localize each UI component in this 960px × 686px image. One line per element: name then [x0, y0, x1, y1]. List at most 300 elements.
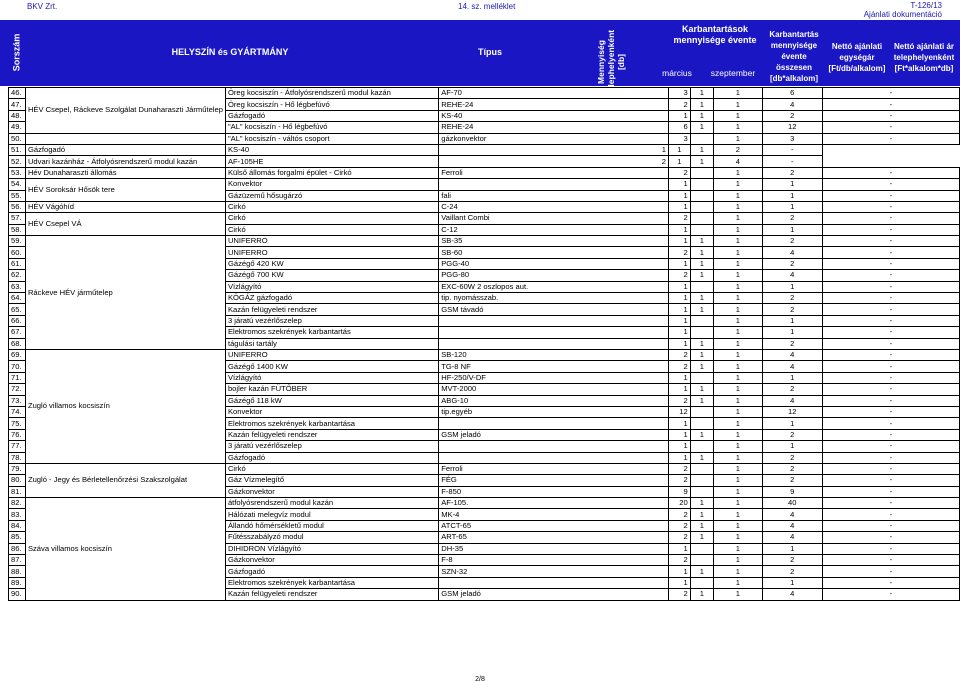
- september-cell: 1: [714, 304, 763, 315]
- header-karb-mennyiseg: Karbantartás mennyisége évente összesen [db*alkalom]: [769, 30, 819, 83]
- type-cell: C-12: [439, 224, 669, 235]
- item-cell: UNIFERRO: [225, 247, 438, 258]
- total-cell: 2: [762, 338, 822, 349]
- item-cell: Elektromos szekrények karbantartása: [225, 418, 438, 429]
- row-number: 47.: [9, 99, 26, 110]
- total-cell: 4: [762, 509, 822, 520]
- total-cell: 1: [762, 327, 822, 338]
- march-cell: [690, 201, 713, 212]
- september-cell: 1: [714, 486, 763, 497]
- header-mennyiseg: Mennyiség telephelyenként [db]: [596, 29, 626, 95]
- total-cell: 1: [762, 441, 822, 452]
- row-number: 83.: [9, 509, 26, 520]
- type-cell: MVT-2000: [439, 384, 669, 395]
- header-sorszam: Sorszám: [11, 33, 22, 72]
- type-cell: SZN-32: [439, 566, 669, 577]
- march-cell: 1: [690, 304, 713, 315]
- item-cell: Gáz Vízmelegítő: [225, 475, 438, 486]
- total-cell: 2: [762, 566, 822, 577]
- row-number: 85.: [9, 532, 26, 543]
- doc-code: T-126/13 Ajánlati dokumentáció: [863, 1, 942, 19]
- row-number: 64.: [9, 293, 26, 304]
- type-cell: DH-35: [439, 543, 669, 554]
- row-number: 62.: [9, 270, 26, 281]
- quantity-cell: 1: [668, 293, 690, 304]
- price-cell: -: [822, 395, 959, 406]
- total-cell: 1: [762, 179, 822, 190]
- type-cell: [439, 327, 669, 338]
- september-cell: 1: [714, 566, 763, 577]
- type-cell: ART-65: [439, 532, 669, 543]
- price-cell: -: [822, 179, 959, 190]
- row-number: 58.: [9, 224, 26, 235]
- september-cell: 1: [714, 167, 763, 178]
- item-cell: bojler kazán FÜTŐBER: [225, 384, 438, 395]
- total-cell: 1: [762, 418, 822, 429]
- september-cell: 1: [714, 224, 763, 235]
- type-cell: AF-105HE: [225, 156, 438, 167]
- table-row: [9, 144, 960, 155]
- march-cell: [690, 190, 713, 201]
- type-cell: AF-70: [439, 88, 669, 99]
- september-cell: 1: [714, 349, 763, 360]
- march-cell: 1: [690, 498, 713, 509]
- price-cell: -: [822, 486, 959, 497]
- march-cell: 1: [690, 349, 713, 360]
- total-cell: 2: [762, 213, 822, 224]
- march-cell: 1: [690, 509, 713, 520]
- item-cell: Cirkó: [225, 201, 438, 212]
- item-cell: Gázégő 1400 KW: [225, 361, 438, 372]
- row-number: 79.: [9, 463, 26, 474]
- total-cell: 12: [762, 406, 822, 417]
- price-cell: -: [822, 509, 959, 520]
- quantity-cell: 2: [668, 463, 690, 474]
- type-cell: ABG-10: [439, 395, 669, 406]
- september-cell: 1: [714, 190, 763, 201]
- row-number: 75.: [9, 418, 26, 429]
- row-number: 69.: [9, 349, 26, 360]
- price-cell: -: [822, 452, 959, 463]
- type-cell: tip.egyéb: [439, 406, 669, 417]
- quantity-cell: 2: [668, 349, 690, 360]
- quantity-cell: 2: [668, 395, 690, 406]
- march-cell: [690, 281, 713, 292]
- table-row: [9, 201, 960, 212]
- total-cell: 9: [762, 486, 822, 497]
- location-cell: HÉV Vágóhíd: [25, 201, 225, 212]
- total-cell: 4: [762, 520, 822, 531]
- item-cell: Konvektor: [225, 406, 438, 417]
- total-cell: 2: [762, 167, 822, 178]
- quantity-cell: 1: [668, 258, 690, 269]
- total-cell: 4: [714, 156, 763, 167]
- march-cell: [690, 327, 713, 338]
- september-cell: 1: [714, 179, 763, 190]
- quantity-cell: 2: [668, 247, 690, 258]
- total-cell: 2: [762, 304, 822, 315]
- item-cell: "AL" kocsiszín - Hő légbefúvó: [225, 122, 438, 133]
- quantity-cell: 1: [668, 577, 690, 588]
- item-cell: 3 járatú vezérlőszelep: [225, 441, 438, 452]
- row-number: 72.: [9, 384, 26, 395]
- table-row: [9, 236, 960, 247]
- quantity-cell: 3: [668, 133, 690, 144]
- total-cell: 2: [762, 384, 822, 395]
- type-cell: Ferroli: [439, 167, 669, 178]
- september-cell: 1: [714, 520, 763, 531]
- price-cell: -: [822, 99, 959, 110]
- type-cell: GSM jeladó: [439, 589, 669, 600]
- quantity-cell: 1: [668, 236, 690, 247]
- price-cell: -: [822, 406, 959, 417]
- total-cell: 2: [762, 475, 822, 486]
- total-cell: 6: [762, 88, 822, 99]
- type-cell: PGG-80: [439, 270, 669, 281]
- march-cell: 1: [690, 122, 713, 133]
- top-bar: [0, 0, 960, 20]
- total-cell: 2: [762, 236, 822, 247]
- row-number: 61.: [9, 258, 26, 269]
- price-cell: -: [822, 361, 959, 372]
- row-number: 54.: [9, 179, 26, 190]
- location-cell: HÉV Soroksár Hősök tere: [25, 179, 225, 202]
- march-cell: [690, 418, 713, 429]
- price-cell: -: [822, 270, 959, 281]
- quantity-cell: 12: [668, 406, 690, 417]
- september-cell: 1: [714, 543, 763, 554]
- price-cell: -: [822, 133, 959, 144]
- quantity-cell: 2: [668, 475, 690, 486]
- september-cell: 1: [714, 99, 763, 110]
- item-cell: Gázfogadó: [25, 144, 225, 155]
- item-cell: átfolyósrendszerű modul kazán: [225, 498, 438, 509]
- total-cell: 12: [762, 122, 822, 133]
- row-number: 60.: [9, 247, 26, 258]
- march-cell: [690, 406, 713, 417]
- quantity-cell: 6: [668, 122, 690, 133]
- row-number: 81.: [9, 486, 26, 497]
- header-szeptember: szeptember: [710, 68, 756, 78]
- quantity-cell: 1: [668, 566, 690, 577]
- type-cell: [439, 418, 669, 429]
- march-cell: 1: [690, 589, 713, 600]
- september-cell: 1: [714, 201, 763, 212]
- type-cell: ATCT-65: [439, 520, 669, 531]
- september-cell: 1: [714, 293, 763, 304]
- type-cell: F-8: [439, 555, 669, 566]
- header-tipus: Típus: [478, 47, 502, 57]
- price-cell: -: [822, 258, 959, 269]
- quantity-cell: 9: [668, 486, 690, 497]
- quantity-cell: 1: [439, 144, 669, 155]
- march-cell: 1: [690, 270, 713, 281]
- march-cell: [690, 315, 713, 326]
- quantity-cell: 1: [668, 338, 690, 349]
- total-cell: 1: [762, 190, 822, 201]
- september-cell: 1: [690, 156, 713, 167]
- september-cell: 1: [714, 452, 763, 463]
- item-cell: Elektromos szekrények karbantartása: [225, 577, 438, 588]
- item-cell: UNIFERRO: [225, 349, 438, 360]
- item-cell: Hálózati melegvíz modul: [225, 509, 438, 520]
- location-cell: HÉV Csepel, Ráckeve Szolgálat Dunaharaszti Járműtelep: [25, 88, 225, 134]
- table-row: [9, 88, 960, 99]
- total-cell: 4: [762, 589, 822, 600]
- table-row: [9, 498, 960, 509]
- location-cell: Hév Dunaharaszti állomás: [25, 167, 225, 178]
- quantity-cell: 20: [668, 498, 690, 509]
- item-cell: Cirkó: [225, 224, 438, 235]
- september-cell: 1: [714, 133, 763, 144]
- row-number: 52.: [9, 156, 26, 167]
- price-cell: -: [822, 543, 959, 554]
- item-cell: Öreg kocsiszín - Hő légbefúvó: [225, 99, 438, 110]
- header-netto-egysegar: Nettó ajánlati egységár [Ft/db/alkalom]: [828, 42, 886, 73]
- september-cell: 1: [714, 429, 763, 440]
- price-cell: -: [822, 498, 959, 509]
- item-cell: DIHIDRON Vízlágyító: [225, 543, 438, 554]
- total-cell: 4: [762, 270, 822, 281]
- type-cell: [439, 179, 669, 190]
- price-cell: -: [822, 429, 959, 440]
- march-cell: [690, 555, 713, 566]
- row-number: 50.: [9, 133, 26, 144]
- item-cell: tágulási tartály: [225, 338, 438, 349]
- quantity-cell: 1: [668, 441, 690, 452]
- march-cell: [690, 179, 713, 190]
- quantity-cell: 1: [668, 179, 690, 190]
- quantity-cell: 1: [668, 201, 690, 212]
- september-cell: 1: [714, 418, 763, 429]
- quantity-cell: 1: [668, 452, 690, 463]
- type-cell: HF-250/V-DF: [439, 372, 669, 383]
- header-helyszin: HELYSZÍN és GYÁRTMÁNY: [171, 47, 289, 57]
- item-cell: Gázégő 700 KW: [225, 270, 438, 281]
- type-cell: F-850: [439, 486, 669, 497]
- company-name: BKV Zrt.: [27, 2, 58, 11]
- row-number: 74.: [9, 406, 26, 417]
- september-cell: 1: [714, 395, 763, 406]
- item-cell: Udvari kazánház - Átfolyósrendszerű modul kazán: [25, 156, 225, 167]
- march-cell: [690, 486, 713, 497]
- type-cell: C-24: [439, 201, 669, 212]
- price-cell: -: [822, 213, 959, 224]
- quantity-cell: 1: [668, 110, 690, 121]
- price-cell: -: [822, 463, 959, 474]
- type-cell: MK-4: [439, 509, 669, 520]
- september-cell: 1: [714, 236, 763, 247]
- item-cell: Állandó hőmérsékletű modul: [225, 520, 438, 531]
- item-cell: Gázégő 420 KW: [225, 258, 438, 269]
- price-cell: -: [822, 247, 959, 258]
- september-cell: 1: [714, 258, 763, 269]
- price-cell: -: [822, 520, 959, 531]
- attachment-label: 14. sz. melléklet: [458, 2, 516, 11]
- row-number: 66.: [9, 315, 26, 326]
- quantity-cell: 2: [668, 589, 690, 600]
- table-row: [9, 463, 960, 474]
- table-row: [9, 349, 960, 360]
- type-cell: Ferroli: [439, 463, 669, 474]
- row-number: 48.: [9, 110, 26, 121]
- header-marcius: március: [662, 68, 692, 78]
- september-cell: 1: [714, 406, 763, 417]
- price-cell: -: [822, 122, 959, 133]
- row-number: 73.: [9, 395, 26, 406]
- september-cell: 1: [714, 281, 763, 292]
- row-number: 76.: [9, 429, 26, 440]
- row-number: 57.: [9, 213, 26, 224]
- row-number: 46.: [9, 88, 26, 99]
- total-cell: 4: [762, 395, 822, 406]
- march-cell: 1: [690, 532, 713, 543]
- item-cell: Kazán felügyeleti rendszer: [225, 429, 438, 440]
- type-cell: [439, 441, 669, 452]
- row-number: 56.: [9, 201, 26, 212]
- price-cell: -: [822, 190, 959, 201]
- type-cell: gázkonvektor: [439, 133, 669, 144]
- march-cell: [690, 441, 713, 452]
- price-cell: -: [822, 201, 959, 212]
- row-number: 80.: [9, 475, 26, 486]
- march-cell: 1: [690, 110, 713, 121]
- item-cell: KÖGÁZ gázfogadó: [225, 293, 438, 304]
- item-cell: Kazán felügyeleti rendszer: [225, 304, 438, 315]
- type-cell: [439, 452, 669, 463]
- quantity-cell: 1: [668, 224, 690, 235]
- total-cell: 40: [762, 498, 822, 509]
- quantity-cell: 2: [668, 520, 690, 531]
- item-cell: Gázfogadó: [225, 110, 438, 121]
- march-cell: 1: [690, 258, 713, 269]
- quantity-cell: 2: [668, 270, 690, 281]
- item-cell: Gázfogadó: [225, 452, 438, 463]
- row-number: 68.: [9, 338, 26, 349]
- march-cell: [690, 167, 713, 178]
- price-cell: -: [822, 475, 959, 486]
- march-cell: [690, 475, 713, 486]
- price-cell: -: [822, 293, 959, 304]
- september-cell: 1: [714, 532, 763, 543]
- september-cell: 1: [714, 327, 763, 338]
- price-cell: -: [822, 304, 959, 315]
- total-cell: 1: [762, 281, 822, 292]
- price-cell: -: [822, 281, 959, 292]
- quantity-cell: 1: [668, 304, 690, 315]
- quantity-cell: 2: [668, 509, 690, 520]
- price-cell: -: [822, 555, 959, 566]
- type-cell: Vaillant Combi: [439, 213, 669, 224]
- row-number: 86.: [9, 543, 26, 554]
- type-cell: SB-60: [439, 247, 669, 258]
- price-cell: -: [822, 384, 959, 395]
- row-number: 71.: [9, 372, 26, 383]
- quantity-cell: 1: [668, 315, 690, 326]
- table-row: [9, 179, 960, 190]
- row-number: 82.: [9, 498, 26, 509]
- row-number: 65.: [9, 304, 26, 315]
- total-cell: 2: [762, 463, 822, 474]
- item-cell: Cirkó: [225, 463, 438, 474]
- september-cell: 1: [714, 441, 763, 452]
- quantity-cell: 1: [668, 327, 690, 338]
- september-cell: 1: [714, 247, 763, 258]
- type-cell: [439, 315, 669, 326]
- type-cell: KS-40: [225, 144, 438, 155]
- september-cell: 1: [714, 122, 763, 133]
- type-cell: AF-105.: [439, 498, 669, 509]
- september-cell: 1: [714, 270, 763, 281]
- september-cell: 1: [690, 144, 713, 155]
- total-cell: 1: [762, 201, 822, 212]
- march-cell: 1: [668, 156, 690, 167]
- september-cell: 1: [714, 509, 763, 520]
- total-cell: 2: [762, 110, 822, 121]
- row-number: 63.: [9, 281, 26, 292]
- item-cell: Konvektor: [225, 179, 438, 190]
- price-cell: -: [762, 156, 822, 167]
- quantity-cell: 1: [668, 190, 690, 201]
- total-cell: 1: [762, 315, 822, 326]
- quantity-cell: 2: [668, 99, 690, 110]
- quantity-cell: 2: [668, 555, 690, 566]
- march-cell: 1: [690, 99, 713, 110]
- header-karb-title: Karbantartások mennyisége évente: [673, 24, 757, 45]
- march-cell: [690, 577, 713, 588]
- total-cell: 2: [762, 429, 822, 440]
- september-cell: 1: [714, 589, 763, 600]
- march-cell: 1: [690, 88, 713, 99]
- price-cell: -: [822, 110, 959, 121]
- price-cell: -: [822, 338, 959, 349]
- march-cell: 1: [690, 520, 713, 531]
- item-cell: Külső állomás forgalmi épület - Cirkó: [225, 167, 438, 178]
- row-number: 53.: [9, 167, 26, 178]
- header-netto-ar: Nettó ajánlati ár telephelyenként [Ft*alkalom*db]: [893, 42, 955, 73]
- type-cell: REHE-24: [439, 122, 669, 133]
- row-number: 89.: [9, 577, 26, 588]
- row-number: 77.: [9, 441, 26, 452]
- item-cell: Gázkonvektor: [225, 555, 438, 566]
- total-cell: 2: [714, 144, 763, 155]
- total-cell: 4: [762, 532, 822, 543]
- type-cell: TG-8 NF: [439, 361, 669, 372]
- type-cell: FÉG: [439, 475, 669, 486]
- quantity-cell: 2: [439, 156, 669, 167]
- march-cell: [690, 543, 713, 554]
- type-cell: GSM jeladó: [439, 429, 669, 440]
- march-cell: [690, 213, 713, 224]
- september-cell: 1: [714, 361, 763, 372]
- quantity-cell: 2: [668, 167, 690, 178]
- item-cell: Gázégő 118 kW: [225, 395, 438, 406]
- location-cell: Zugló villamos kocsiszín: [25, 349, 225, 463]
- september-cell: 1: [714, 498, 763, 509]
- price-cell: -: [822, 577, 959, 588]
- price-cell: -: [822, 441, 959, 452]
- march-cell: 1: [690, 566, 713, 577]
- item-cell: Elektromos szekrények karbantartás: [225, 327, 438, 338]
- item-cell: Gázfogadó: [225, 566, 438, 577]
- type-cell: EXC-60W 2 oszlopos aut.: [439, 281, 669, 292]
- total-cell: 2: [762, 452, 822, 463]
- september-cell: 1: [714, 577, 763, 588]
- quantity-cell: 1: [668, 429, 690, 440]
- item-cell: 3 járatú vezérlőszelep: [225, 315, 438, 326]
- total-cell: 1: [762, 372, 822, 383]
- march-cell: 1: [690, 338, 713, 349]
